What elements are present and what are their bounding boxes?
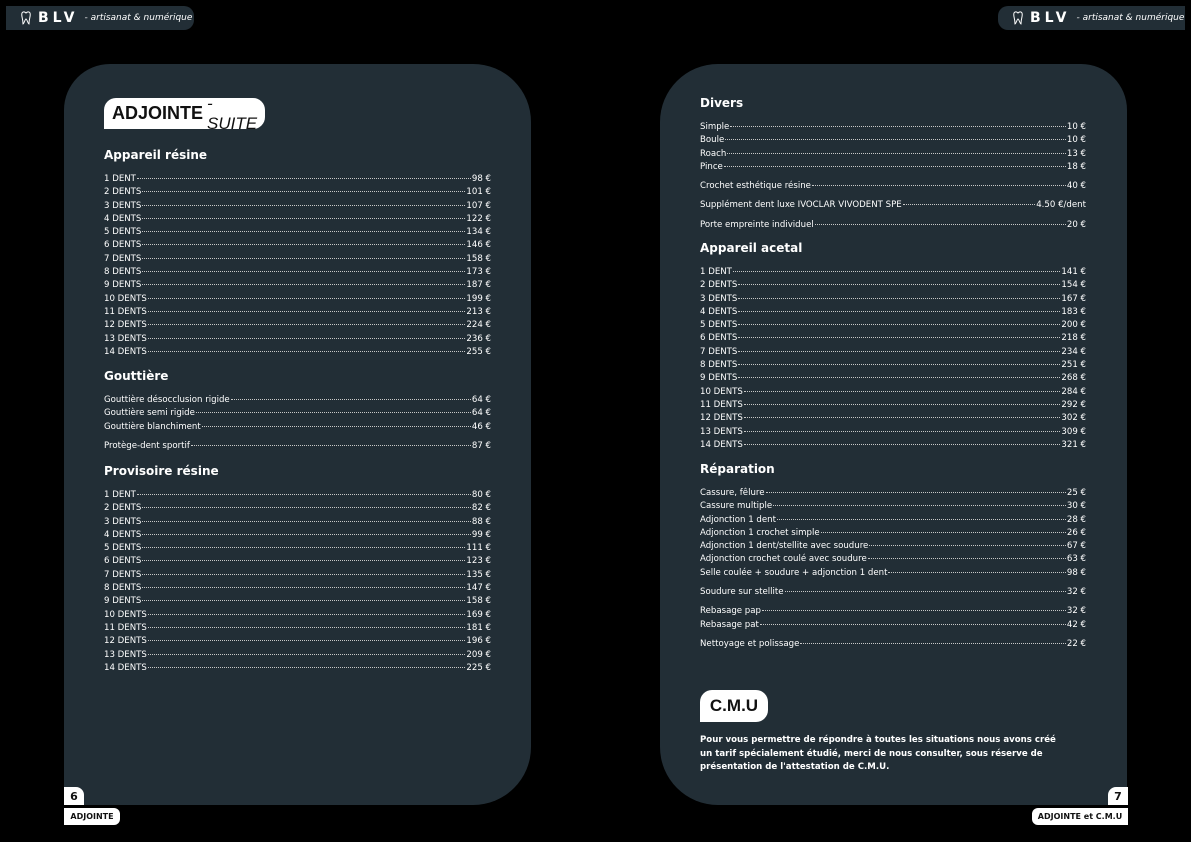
price-label: 10 DENTS (104, 293, 147, 304)
price-list-appareil-acetal (700, 266, 1086, 452)
tooth-icon (1012, 11, 1024, 25)
price-row (700, 386, 1086, 399)
price-value: 46 € (471, 421, 491, 432)
price-value: 255 € (466, 346, 491, 357)
price-row (104, 173, 491, 186)
dot-leader (738, 298, 1060, 299)
price-row (700, 134, 1086, 147)
price-label: 2 DENTS (104, 503, 142, 514)
price-row (700, 199, 1086, 212)
price-value: 4.50 €/dent (1036, 200, 1086, 211)
footer-label-right: ADJOINTE et C.M.U (1032, 808, 1128, 825)
dot-leader (142, 191, 465, 192)
dot-leader (738, 364, 1060, 365)
dot-leader (142, 560, 465, 561)
price-value: 218 € (1061, 333, 1086, 344)
price-value: 154 € (1061, 280, 1086, 291)
price-label: 9 DENTS (104, 280, 142, 291)
price-row (700, 527, 1086, 540)
price-row (104, 421, 491, 434)
price-row (104, 595, 491, 608)
price-row (700, 426, 1086, 439)
price-list-gouttiere (104, 394, 491, 453)
price-row (104, 407, 491, 420)
price-label: Adjonction crochet coulé avec soudure (700, 554, 867, 565)
price-value: 40 € (1066, 181, 1086, 192)
price-row (700, 180, 1086, 193)
dot-leader (142, 574, 465, 575)
dot-leader (148, 298, 466, 299)
price-row (104, 609, 491, 622)
price-label: 14 DENTS (104, 662, 147, 673)
price-row (700, 219, 1086, 232)
heading-divers: Divers (700, 96, 744, 110)
price-label: 4 DENTS (104, 529, 142, 540)
dot-leader (744, 391, 1061, 392)
price-label: 8 DENTS (104, 267, 142, 278)
dot-leader (137, 178, 471, 179)
price-value: 82 € (471, 503, 491, 514)
price-label: 11 DENTS (104, 306, 147, 317)
price-label: Simple (700, 122, 730, 132)
dot-leader (142, 534, 470, 535)
price-label: 8 DENTS (700, 360, 738, 371)
price-value: 199 € (466, 293, 491, 304)
price-value: 200 € (1061, 320, 1086, 331)
brand-logo: BLV (38, 10, 79, 26)
price-value: 134 € (466, 227, 491, 238)
price-label: 7 DENTS (104, 253, 142, 264)
price-value: 224 € (466, 320, 491, 331)
price-label: 5 DENTS (104, 227, 142, 238)
price-value: 13 € (1066, 148, 1086, 159)
price-value: 147 € (466, 583, 491, 594)
price-value: 18 € (1066, 161, 1086, 172)
dot-leader (148, 640, 466, 641)
price-value: 107 € (466, 200, 491, 211)
price-row (700, 279, 1086, 292)
price-value: 181 € (466, 622, 491, 633)
price-row (700, 399, 1086, 412)
section-banner-cmu: C.M.U (700, 690, 768, 722)
price-label: Protège-dent sportif (104, 440, 190, 451)
price-row (104, 319, 491, 332)
price-row (700, 514, 1086, 527)
footer-label-left: ADJOINTE (64, 808, 120, 825)
page-number-right: 7 (1108, 787, 1128, 805)
price-list-provisoire-resine (104, 489, 491, 675)
brand-logo: BLV (1030, 10, 1071, 26)
heading-appareil-acetal: Appareil acetal (700, 241, 803, 255)
price-row (104, 555, 491, 568)
dot-leader (815, 224, 1066, 225)
dot-leader (762, 610, 1066, 611)
price-row (104, 186, 491, 199)
price-value: 64 € (471, 408, 491, 419)
price-row (104, 440, 491, 453)
dot-leader (148, 627, 466, 628)
price-row (700, 332, 1086, 345)
price-value: 141 € (1061, 267, 1086, 277)
price-row (104, 213, 491, 226)
dot-leader (738, 324, 1060, 325)
section-banner-adjointe (104, 93, 265, 133)
price-label: 9 DENTS (700, 373, 738, 384)
price-label: 11 DENTS (104, 622, 147, 633)
brand-tagline: - artisanat & numérique (1076, 13, 1185, 23)
price-label: Porte empreinte individuel (700, 219, 814, 230)
price-label: 3 DENTS (104, 516, 142, 527)
price-list-divers (700, 121, 1086, 232)
price-label: 10 DENTS (700, 386, 743, 397)
price-label: 3 DENTS (700, 293, 738, 304)
price-value: 101 € (466, 187, 491, 198)
price-value: 64 € (471, 395, 491, 405)
price-row (104, 266, 491, 279)
price-label: 4 DENTS (104, 213, 142, 224)
price-list-appareil-resine (104, 173, 491, 359)
dot-leader (148, 654, 466, 655)
dot-leader (738, 337, 1060, 338)
dot-leader (191, 445, 471, 446)
heading-gouttiere: Gouttière (104, 369, 169, 383)
price-row (700, 638, 1086, 651)
price-value: 173 € (466, 267, 491, 278)
price-label: 2 DENTS (700, 280, 738, 291)
price-label: 6 DENTS (104, 556, 142, 567)
price-row (700, 346, 1086, 359)
dot-leader (148, 311, 466, 312)
price-label: 5 DENTS (700, 320, 738, 331)
dot-leader (777, 519, 1066, 520)
price-row (104, 662, 491, 675)
dot-leader (733, 271, 1060, 272)
price-label: 7 DENTS (700, 346, 738, 357)
price-label: 13 DENTS (104, 333, 147, 344)
price-label: 14 DENTS (104, 346, 147, 357)
dot-leader (869, 545, 1066, 546)
price-row (104, 489, 491, 502)
price-row (700, 586, 1086, 599)
price-row (700, 266, 1086, 279)
price-row (700, 500, 1086, 513)
dot-leader (148, 324, 466, 325)
price-label: Cassure, fêlure (700, 488, 765, 498)
dot-leader (744, 431, 1061, 432)
dot-leader (196, 412, 471, 413)
price-value: 321 € (1061, 439, 1086, 450)
price-label: Rebasage pap (700, 606, 761, 617)
price-label: 9 DENTS (104, 596, 142, 607)
price-value: 80 € (471, 490, 491, 500)
price-value: 98 € (471, 174, 491, 184)
price-value: 111 € (466, 543, 491, 554)
price-row (700, 319, 1086, 332)
price-value: 196 € (466, 636, 491, 647)
price-label: Cassure multiple (700, 501, 773, 512)
price-label: 11 DENTS (700, 399, 743, 410)
price-label: Adjonction 1 dent (700, 514, 776, 525)
price-row (700, 148, 1086, 161)
price-row (700, 553, 1086, 566)
dot-leader (142, 218, 465, 219)
dot-leader (785, 591, 1066, 592)
price-label: Gouttière blanchiment (104, 421, 201, 432)
price-label: Boule (700, 135, 725, 146)
price-row (700, 412, 1086, 425)
price-value: 67 € (1066, 541, 1086, 552)
price-value: 213 € (466, 306, 491, 317)
price-label: 4 DENTS (700, 306, 738, 317)
price-value: 26 € (1066, 527, 1086, 538)
price-label: Nettoyage et polissage (700, 638, 800, 649)
price-value: 209 € (466, 649, 491, 660)
price-row (104, 333, 491, 346)
dot-leader (142, 521, 470, 522)
price-label: 3 DENTS (104, 200, 142, 211)
dot-leader (724, 166, 1066, 167)
dot-leader (142, 547, 465, 548)
price-label: 6 DENTS (700, 333, 738, 344)
banner-title: ADJOINTE (112, 103, 204, 123)
price-label: 12 DENTS (700, 413, 743, 424)
price-row (700, 439, 1086, 452)
price-value: 268 € (1061, 373, 1086, 384)
brand-tagline: - artisanat & numérique (84, 13, 193, 23)
dot-leader (148, 351, 466, 352)
price-label: Gouttière semi rigide (104, 408, 195, 419)
dot-leader (727, 153, 1066, 154)
price-label: 1 DENT (104, 174, 136, 184)
price-value: 158 € (466, 253, 491, 264)
dot-leader (142, 258, 465, 259)
price-value: 167 € (1061, 293, 1086, 304)
price-value: 135 € (466, 569, 491, 580)
dot-leader (137, 494, 471, 495)
price-value: 292 € (1061, 399, 1086, 410)
dot-leader (821, 532, 1066, 533)
price-label: 5 DENTS (104, 543, 142, 554)
dot-leader (760, 624, 1066, 625)
price-label: 6 DENTS (104, 240, 142, 251)
price-value: 10 € (1066, 122, 1086, 132)
dot-leader (142, 600, 465, 601)
price-value: 146 € (466, 240, 491, 251)
price-value: 169 € (466, 609, 491, 620)
price-label: Gouttière désocclusion rigide (104, 395, 230, 405)
cmu-paragraph: Pour vous permettre de répondre à toutes les situations nous avons créé un tarif spécialement étudié, merci de nous consulter, sous réserve de présentation de l'attestation de C.M.U. (700, 735, 1056, 772)
price-row (104, 306, 491, 319)
price-value: 122 € (466, 213, 491, 224)
dot-leader (142, 244, 465, 245)
banner-subtitle: - SUITE (207, 93, 258, 133)
price-label: 13 DENTS (700, 426, 743, 437)
price-value: 302 € (1061, 413, 1086, 424)
price-label: Selle coulée + soudure + adjonction 1 dent (700, 567, 888, 578)
price-row (700, 619, 1086, 632)
price-label: Pince (700, 161, 723, 172)
price-value: 32 € (1066, 587, 1086, 598)
dot-leader (800, 643, 1065, 644)
price-value: 30 € (1066, 501, 1086, 512)
price-row (700, 359, 1086, 372)
price-label: 10 DENTS (104, 609, 147, 620)
dot-leader (738, 284, 1060, 285)
price-row (104, 569, 491, 582)
heading-provisoire-resine: Provisoire résine (104, 464, 219, 478)
price-row (104, 226, 491, 239)
price-row (700, 161, 1086, 174)
price-value: 183 € (1061, 306, 1086, 317)
price-label: 13 DENTS (104, 649, 147, 660)
price-label: Adjonction 1 dent/stellite avec soudure (700, 541, 869, 552)
tooth-icon (20, 11, 32, 25)
price-value: 251 € (1061, 360, 1086, 371)
page-number-left: 6 (64, 787, 84, 805)
price-label: 7 DENTS (104, 569, 142, 580)
price-value: 20 € (1066, 219, 1086, 230)
dot-leader (744, 444, 1061, 445)
price-label: 12 DENTS (104, 636, 147, 647)
price-value: 22 € (1066, 638, 1086, 649)
header-tab-left (6, 6, 194, 30)
price-value: 32 € (1066, 606, 1086, 617)
dot-leader (888, 572, 1065, 573)
price-list-reparation (700, 487, 1086, 651)
price-row (104, 200, 491, 213)
price-value: 158 € (466, 596, 491, 607)
dot-leader (812, 185, 1066, 186)
price-label: 1 DENT (700, 267, 732, 277)
price-row (700, 605, 1086, 618)
price-value: 99 € (471, 529, 491, 540)
dot-leader (148, 614, 466, 615)
price-row (104, 635, 491, 648)
price-value: 63 € (1066, 554, 1086, 565)
price-value: 10 € (1066, 135, 1086, 146)
price-label: Adjonction 1 crochet simple (700, 527, 820, 538)
price-row (700, 121, 1086, 134)
price-row (104, 346, 491, 359)
price-row (104, 293, 491, 306)
price-row (700, 487, 1086, 500)
dot-leader (148, 338, 466, 339)
dot-leader (738, 377, 1060, 378)
price-label: 14 DENTS (700, 439, 743, 450)
heading-reparation: Réparation (700, 462, 775, 476)
price-label: Roach (700, 148, 727, 159)
price-row (104, 279, 491, 292)
price-label: Supplément dent luxe IVOCLAR VIVODENT SPE (700, 200, 902, 211)
price-value: 236 € (466, 333, 491, 344)
price-row (104, 622, 491, 635)
price-row (104, 542, 491, 555)
heading-appareil-resine: Appareil résine (104, 148, 208, 162)
price-value: 225 € (466, 662, 491, 673)
price-row (700, 372, 1086, 385)
price-label: Rebasage pat (700, 619, 759, 630)
dot-leader (725, 139, 1066, 140)
dot-leader (744, 404, 1061, 405)
price-row (104, 582, 491, 595)
price-row (700, 306, 1086, 319)
dot-leader (868, 558, 1066, 559)
price-label: 12 DENTS (104, 320, 147, 331)
dot-leader (142, 205, 465, 206)
price-row (104, 394, 491, 407)
price-row (104, 649, 491, 662)
price-value: 123 € (466, 556, 491, 567)
price-label: 1 DENT (104, 490, 136, 500)
price-row (104, 253, 491, 266)
dot-leader (142, 284, 465, 285)
dot-leader (773, 505, 1066, 506)
price-label: Soudure sur stellite (700, 587, 784, 598)
price-row (104, 502, 491, 515)
dot-leader (766, 492, 1066, 493)
price-value: 87 € (471, 440, 491, 451)
price-value: 309 € (1061, 426, 1086, 437)
price-label: Crochet esthétique résine (700, 181, 811, 192)
price-value: 234 € (1061, 346, 1086, 357)
price-row (104, 529, 491, 542)
price-value: 28 € (1066, 514, 1086, 525)
price-value: 98 € (1066, 567, 1086, 578)
header-tab-right (998, 6, 1185, 30)
price-row (700, 540, 1086, 553)
price-row (700, 293, 1086, 306)
dot-leader (231, 399, 471, 400)
dot-leader (202, 426, 471, 427)
dot-leader (142, 271, 465, 272)
dot-leader (738, 351, 1060, 352)
price-label: 8 DENTS (104, 583, 142, 594)
dot-leader (903, 204, 1036, 205)
dot-leader (730, 126, 1066, 127)
price-value: 284 € (1061, 386, 1086, 397)
dot-leader (744, 417, 1061, 418)
price-row (104, 239, 491, 252)
price-row (104, 516, 491, 529)
price-value: 42 € (1066, 619, 1086, 630)
price-value: 187 € (466, 280, 491, 291)
price-label: 2 DENTS (104, 187, 142, 198)
dot-leader (142, 507, 470, 508)
price-row (700, 567, 1086, 580)
dot-leader (142, 231, 465, 232)
price-value: 25 € (1066, 488, 1086, 498)
dot-leader (148, 667, 466, 668)
price-value: 88 € (471, 516, 491, 527)
dot-leader (738, 311, 1060, 312)
dot-leader (142, 587, 465, 588)
